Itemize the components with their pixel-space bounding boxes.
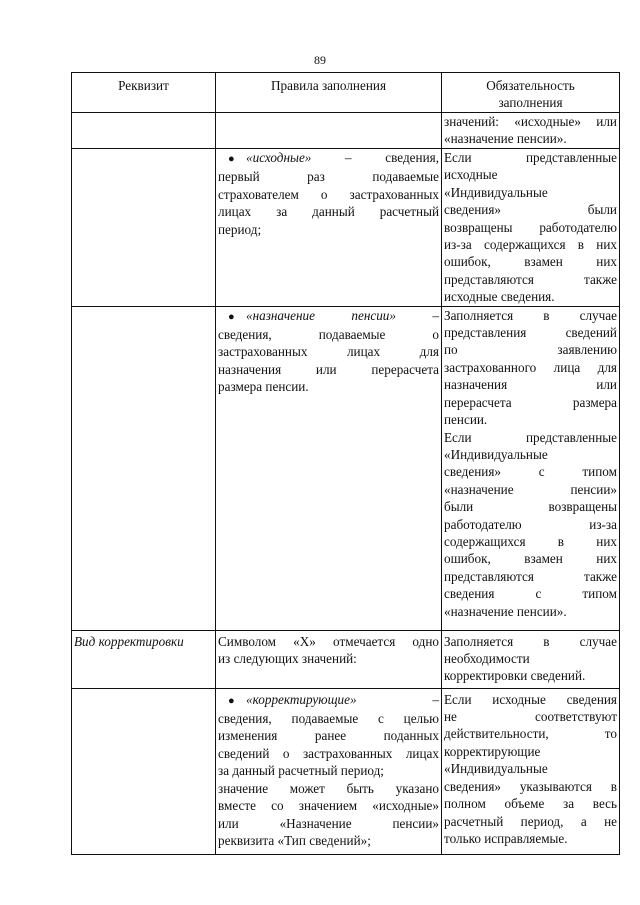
cell-obligation: Если представленные исходные «Индивидуальные сведения» были возвращены работодателю из-за содержащихся в них ошибок, взамен них представляются также исходные сведения.	[442, 149, 620, 307]
cell-obligation: Заполняется в случае представления сведений по заявлению застрахованного лица для назначения или перерасчета размера пенсии. Если представленные «Индивидуальные сведения» с типом «назначение пенсии» были возвращены работодателю из-за содержащихся в них ошибок, взамен них представляются также сведения с типом «назначение пенсии».	[442, 306, 620, 630]
table-header-row	[72, 73, 620, 113]
table-row	[72, 630, 620, 688]
header-requisite: Реквизит	[72, 73, 216, 113]
header-obligation: Обязательность заполнения	[442, 73, 620, 113]
cell-requisite	[72, 149, 216, 307]
cell-rules: ● «корректирующие» – сведения, подаваемые с целью изменения ранее поданных сведений о застрахованных лицах за данный расчетный период; значение может быть указано вместе со значением «исходные» или «Назначение пенсии» реквизита «Тип сведений»;	[216, 688, 442, 854]
page-number: 89	[314, 53, 326, 67]
requisite-name: Вид корректировки	[74, 633, 184, 649]
bullet-icon: ●	[228, 153, 235, 165]
cell-obligation: значений: «исходные» или «назначение пенсии».	[442, 113, 620, 149]
cell-requisite	[72, 688, 216, 854]
table-row	[72, 306, 620, 630]
table-row	[72, 688, 620, 854]
cell-obligation: Если исходные сведения не соответствуют действительности, то корректирующие «Индивидуальные сведения» указываются в полном объеме за весь расчетный период, а не только исправляемые.	[442, 688, 620, 854]
bullet-icon: ●	[228, 694, 235, 707]
header-fill-rules: Правила заполнения	[216, 73, 442, 113]
table-row	[72, 149, 620, 307]
table-row	[72, 113, 620, 149]
cell-rules: Символом «X» отмечается одно из следующих значений:	[216, 630, 442, 688]
cell-obligation: Заполняется в случае необходимости корректировки сведений.	[442, 630, 620, 688]
cell-requisite	[72, 113, 216, 149]
cell-requisite	[72, 630, 216, 688]
cell-rules: ● «исходные» – сведения, первый раз подаваемые страхователем о застрахованных лицах за данный расчетный период;	[216, 149, 442, 307]
requisites-table	[71, 72, 620, 855]
bullet-icon: ●	[228, 310, 235, 323]
cell-requisite	[72, 306, 216, 630]
cell-rules: ● «назначение пенсии» – сведения, подаваемые о застрахованных лицах для назначения или перерасчета размера пенсии.	[216, 306, 442, 630]
cell-rules	[216, 113, 442, 149]
